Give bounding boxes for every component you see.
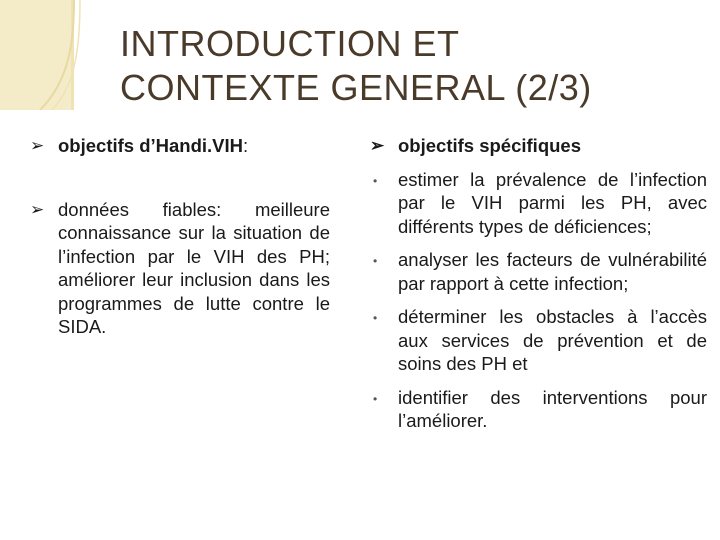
right-heading-item xyxy=(370,134,707,158)
title-line-1: INTRODUCTION ET xyxy=(120,23,460,64)
left-body-text: données fiables: meilleure connaissance sur la situation de l’infection par le VIH des PH; améliorer leur inclusion dans les programmes de lutte contre le SIDA. xyxy=(58,198,330,337)
list-item-text: déterminer les obstacles à l’accès aux services de prévention et de soins des PH et xyxy=(398,306,707,374)
dot-bullet-icon: • xyxy=(373,391,378,406)
right-heading: objectifs spécifiques xyxy=(398,135,581,156)
dot-bullet-icon: • xyxy=(373,254,378,268)
list-item-text: estimer la prévalence de l’infection par le VIH parmi les PH, avec différents types de déficiences; xyxy=(398,168,707,237)
list-item xyxy=(370,248,707,295)
list-item-text: analyser les facteurs de vulnérabilité par rapport à cette infection; xyxy=(398,249,707,294)
arrow-bullet-icon: ➢ xyxy=(30,199,45,219)
list-item xyxy=(370,168,707,239)
list-item-text: identifier des interventions pour l’améliorer. xyxy=(398,386,707,431)
title-line-2: CONTEXTE GENERAL (2/3) xyxy=(120,67,592,108)
list-item xyxy=(370,386,707,433)
left-column xyxy=(30,134,330,339)
left-heading-suffix: : xyxy=(243,135,249,156)
arrow-bullet-icon: ➢ xyxy=(370,136,385,155)
right-column xyxy=(370,134,707,433)
dot-bullet-icon: • xyxy=(373,173,378,188)
left-heading-item xyxy=(30,134,330,158)
dot-bullet-icon: • xyxy=(373,311,378,325)
left-heading: objectifs d’Handi.VIH xyxy=(58,135,244,156)
arrow-bullet-icon: ➢ xyxy=(30,136,45,155)
list-item xyxy=(370,305,707,376)
left-body-item xyxy=(30,198,330,339)
slide-title xyxy=(120,22,700,110)
decorative-curve-icon xyxy=(0,0,110,110)
